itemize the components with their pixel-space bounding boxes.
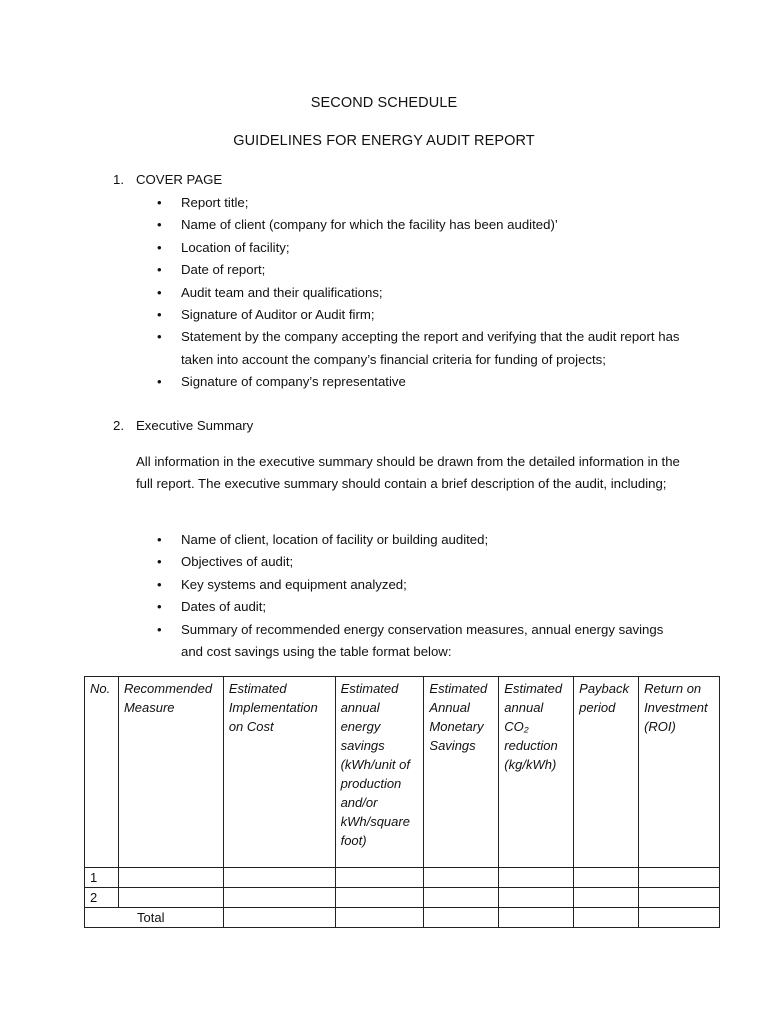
column-header: Return on Investment (ROI) xyxy=(639,677,720,868)
table-cell xyxy=(499,908,574,928)
bullet-icon: • xyxy=(157,195,162,210)
table-cell xyxy=(574,908,639,928)
table-cell xyxy=(499,868,574,888)
table-cell xyxy=(574,868,639,888)
bullet-icon: • xyxy=(157,217,162,233)
bullet-icon: • xyxy=(157,374,162,390)
list-item: • Report title; xyxy=(0,192,768,214)
executive-summary-paragraph: All information in the executive summary should be drawn from the detailed information in the full report. The executive summary should contain a brief description of the audit, including; xyxy=(136,454,680,491)
executive-summary-list xyxy=(0,529,768,663)
section-1-heading: COVER PAGE xyxy=(136,172,223,187)
table-cell xyxy=(118,868,223,888)
table-row xyxy=(85,888,720,908)
table-cell xyxy=(118,888,223,908)
table-row xyxy=(85,868,720,888)
bullet-icon: • xyxy=(157,307,162,323)
document-title: GUIDELINES FOR ENERGY AUDIT REPORT xyxy=(233,133,535,149)
table-cell xyxy=(574,888,639,908)
list-item: • Dates of audit; xyxy=(0,596,768,618)
table-cell xyxy=(335,888,424,908)
column-header: Estimated annual CO₂ reduction (kg/kWh) xyxy=(499,677,574,868)
bullet-icon: • xyxy=(157,621,162,637)
list-item: • Name of client, location of facility or building audited; xyxy=(0,529,768,551)
table-cell xyxy=(223,888,335,908)
table-total-row xyxy=(85,908,720,928)
table-header-row xyxy=(85,677,720,868)
list-item: • Key systems and equipment analyzed; xyxy=(0,574,768,596)
bullet-icon: • xyxy=(157,262,162,278)
table-cell xyxy=(639,888,720,908)
total-label: Total xyxy=(85,908,224,928)
cover-page-list xyxy=(0,192,768,394)
table-cell xyxy=(639,868,720,888)
table-cell xyxy=(335,908,424,928)
list-item: • Summary of recommended energy conservation measures, annual energy savings and cost savings using the table format below: xyxy=(0,619,768,664)
row-number: 1 xyxy=(85,868,119,888)
list-item: • Location of facility; xyxy=(0,237,768,259)
column-header: Payback period xyxy=(574,677,639,868)
column-header: No. xyxy=(85,677,119,868)
column-header: Estimated annual energy savings (kWh/unit of production and/or kWh/square foot) xyxy=(335,677,424,868)
bullet-icon: • xyxy=(157,284,162,300)
bullet-icon: • xyxy=(157,554,162,570)
bullet-icon: • xyxy=(157,576,162,592)
section-1-number: 1. xyxy=(113,172,124,187)
list-item: • Objectives of audit; xyxy=(0,551,768,573)
section-2-number: 2. xyxy=(113,418,124,433)
list-item: • Signature of company’s representative xyxy=(0,371,768,393)
schedule-title: SECOND SCHEDULE xyxy=(310,95,458,111)
table-cell xyxy=(639,908,720,928)
bullet-icon: • xyxy=(157,239,162,255)
list-item: • Statement by the company accepting the report and verifying that the audit report has taken into account the company’s financial criteria for funding of projects; xyxy=(0,326,768,371)
energy-savings-table xyxy=(84,676,720,928)
column-header: Estimated Annual Monetary Savings xyxy=(424,677,499,868)
table-cell xyxy=(424,868,499,888)
table-cell xyxy=(424,908,499,928)
list-item: • Audit team and their qualifications; xyxy=(0,282,768,304)
table-cell xyxy=(223,868,335,888)
list-item: • Name of client (company for which the facility has been audited)’ xyxy=(0,214,768,236)
list-item: • Date of report; xyxy=(0,259,768,281)
section-2-heading: Executive Summary xyxy=(136,418,254,433)
column-header: Estimated Implementation on Cost xyxy=(223,677,335,868)
list-item: • Signature of Auditor or Audit firm; xyxy=(0,304,768,326)
table-cell xyxy=(223,908,335,928)
table-cell xyxy=(335,868,424,888)
bullet-icon: • xyxy=(157,599,162,615)
table-cell xyxy=(499,888,574,908)
bullet-icon: • xyxy=(157,532,162,547)
column-header: Recommended Measure xyxy=(118,677,223,868)
table-cell xyxy=(424,888,499,908)
row-number: 2 xyxy=(85,888,119,908)
bullet-icon: • xyxy=(157,329,162,345)
